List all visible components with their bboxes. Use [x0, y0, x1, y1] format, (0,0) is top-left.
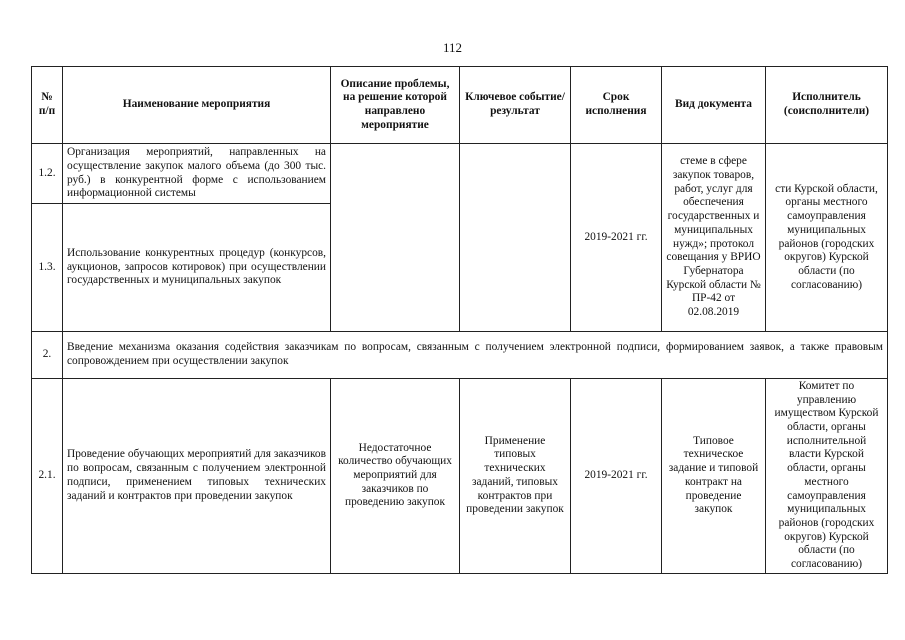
header-row: [32, 67, 888, 144]
doc-type-cell: стеме в сфере закупок товаров, работ, услуг для обеспечения государственных и муниципальных нужд»; протокол совещания у ВРИО Губернатора Курской области № ПР-42 от 02.08.2019: [662, 144, 766, 332]
row-number: 2.1.: [32, 379, 63, 574]
table-row: [32, 379, 888, 574]
deadline-cell: 2019-2021 гг.: [571, 379, 662, 574]
measure-name: Организация мероприятий, направленных на осуществление закупок малого объема (до 300 тыс. руб.) в конкурентной форме с использованием информационной системы: [63, 144, 331, 204]
measure-name: Использование конкурентных процедур (конкурсов, аукционов, запросов котировок) при осуществлении государственных и муниципальных закупок: [63, 204, 331, 332]
doc-type-cell: Типовое техническое задание и типовой контракт на проведение закупок: [662, 379, 766, 574]
header-name: Наименование мероприятия: [63, 67, 331, 144]
section-title: Введение механизма оказания содействия заказчикам по вопросам, связанным с получением электронной подписи, формированием заявок, а также правовым сопровождением при осуществлении закупок: [63, 332, 888, 379]
header-deadline: Срок исполнения: [571, 67, 662, 144]
problem-cell: Недостаточное количество обучающих мероприятий для заказчиков по проведению закупок: [331, 379, 460, 574]
measure-name: Проведение обучающих мероприятий для заказчиков по вопросам, связанным с получением электронной подписи, применением типовых технических заданий и контрактов при проведении закупок: [63, 379, 331, 574]
row-number: 1.2.: [32, 144, 63, 204]
key-event-cell: [460, 144, 571, 332]
deadline-cell: 2019-2021 гг.: [571, 144, 662, 332]
row-number: 2.: [32, 332, 63, 379]
executor-cell: сти Курской области, органы местного самоуправления муниципальных районов (городских округов) Курской области (по согласованию): [766, 144, 888, 332]
key-event-cell: Применение типовых технических заданий, типовых контрактов при проведении закупок: [460, 379, 571, 574]
table-row: [32, 144, 888, 204]
header-key-event: Ключевое событие/ результат: [460, 67, 571, 144]
measures-table: [31, 66, 888, 574]
page-number: 112: [442, 40, 463, 55]
header-num: № п/п: [32, 67, 63, 144]
row-number: 1.3.: [32, 204, 63, 332]
header-problem: Описание проблемы, на решение которой направлено мероприятие: [331, 67, 460, 144]
problem-cell: [331, 144, 460, 332]
section-row: [32, 332, 888, 379]
header-executor: Исполнитель (соисполнители): [766, 67, 888, 144]
header-doc-type: Вид документа: [662, 67, 766, 144]
executor-cell: Комитет по управлению имуществом Курской области, органы исполнительной власти Курской области, органы местного самоуправления муниципальных районов (городских округов) Курской области (по согласованию): [766, 379, 888, 574]
